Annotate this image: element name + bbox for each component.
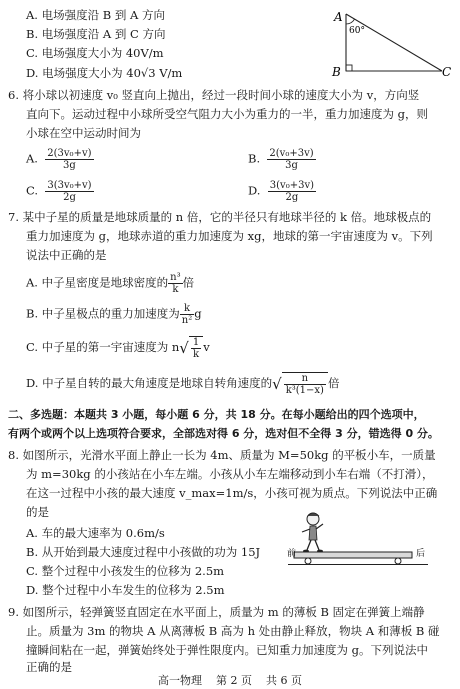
q6-line2: 直向下。运动过程中小球所受空气阻力大小为重力的一半，重力加速度为 g，则 [26, 107, 429, 121]
vertex-a-label: A [334, 10, 343, 24]
q8-option-d: D. 整个过程中小车发生的位移为 2.5m [26, 583, 225, 597]
q8-line4: 的是 [26, 505, 49, 519]
page-footer: 高一物理 第 2 页 共 6 页 [158, 674, 302, 687]
q7-option-b: B. 中子星极点的重力加速度为 $\frac{k}{\text{n²}}$ g [26, 303, 202, 326]
front-label: 前 [287, 549, 297, 559]
angle-arc [346, 19, 355, 24]
q5-option-d: D. 电场强度大小为 40√3 V/m [26, 66, 183, 80]
q8-option-c: C. 整个过程中小孩发生的位移为 2.5m [26, 564, 225, 578]
section2-heading-line1: 二、多选题：本题共 3 小题，每小题 6 分，共 18 分。在每小题给出的四个选项中， [8, 408, 425, 421]
triangle-side-ac [346, 14, 442, 71]
q6-option-d: D. $\frac{\text{3(v₀+3v)}}{2g}$ [248, 180, 314, 203]
q7-line2: 重力加速度为 g，地球赤道的重力加速度为 xg，地球的第一宇宙速度为 v。下列 [26, 229, 433, 243]
cart-board [294, 552, 412, 558]
q5-option-c: C. 电场强度大小为 40V/m [26, 46, 164, 60]
q8-line2: 为 m=30kg 的小孩站在小车左端。小孩从小车左端移动到小车右端（不打滑）， [26, 467, 434, 481]
q9-line2: 止。质量为 3m 的物块 A 从离薄板 B 高为 h 处由静止释放，物块 A 和薄板 B 碰 [26, 624, 440, 638]
back-label: 后 [416, 549, 426, 559]
triangle-diagram [318, 4, 458, 80]
q8-option-b: B. 从开始到最大速度过程中小孩做的功为 15J [26, 545, 261, 559]
q7-option-d: D. 中子星自转的最大角速度是地球自转角速度的√ $\frac{n}{\text{k³(1−x)}}$ 倍 [26, 373, 340, 396]
cart-diagram [288, 508, 438, 572]
q7-line1: 7. 某中子星的质量是地球质量的 n 倍，它的半径只有地球半径的 k 倍。地球极点的 [8, 210, 432, 224]
q6-option-c: C. $\frac{\text{3(3v₀+v)}}{2g}$ [26, 180, 92, 203]
q7-option-c: C. 中子星的第一宇宙速度为 n√ $\frac{1}{k}$ v [26, 337, 210, 360]
q8-line1: 8. 如图所示，光滑水平面上静止一长为 4m、质量为 M=50kg 的平板小车，一质量 [8, 448, 436, 462]
child-figure [302, 513, 323, 552]
q7-option-a: A. 中子星密度是地球密度的 $\frac{\text{n³}}{k}$ 倍 [26, 272, 195, 295]
vertex-b-label: B [332, 65, 341, 79]
q6-option-b: B. $\frac{\text{2(v₀+3v)}}{3g}$ [248, 148, 314, 171]
q9-line4: 正确的是 [26, 660, 72, 674]
q5-option-b: B. 电场强度沿 A 到 C 方向 [26, 27, 166, 41]
q5-option-a: A. 电场强度沿 B 到 A 方向 [26, 8, 166, 22]
cart-wheel-left [305, 558, 311, 564]
q7-line3: 说法中正确的是 [26, 248, 107, 262]
vertex-c-label: C [442, 65, 452, 79]
q6-line1: 6. 将小球以初速度 v₀ 竖直向上抛出，经过一段时间小球的速度大小为 v，方向竖 [8, 88, 420, 102]
right-angle-mark [346, 65, 352, 71]
q9-line1: 9. 如图所示，轻弹簧竖直固定在水平面上，质量为 m 的薄板 B 固定在弹簧上端静 [8, 605, 425, 619]
angle-label: 60° [349, 26, 365, 36]
cart-wheel-right [395, 558, 401, 564]
section2-heading-line2: 有两个或两个以上选项符合要求，全部选对得 6 分，选对但不全得 3 分，错选得 0 分。 [8, 427, 439, 440]
q8-option-a: A. 车的最大速率为 0.6m/s [26, 526, 165, 540]
q6-option-a: A. $\frac{\text{2(3v₀+v)}}{3g}$ [26, 148, 92, 171]
q6-line3: 小球在空中运动时间为 [26, 126, 141, 140]
q9-line3: 撞瞬间粘在一起，弹簧始终处于弹性限度内。已知重力加速度为 g。下列说法中 [26, 643, 429, 657]
q8-line3: 在这一过程中小孩的最大速度 v_max=1m/s，小孩可视为质点。下列说法中正确 [26, 486, 438, 500]
